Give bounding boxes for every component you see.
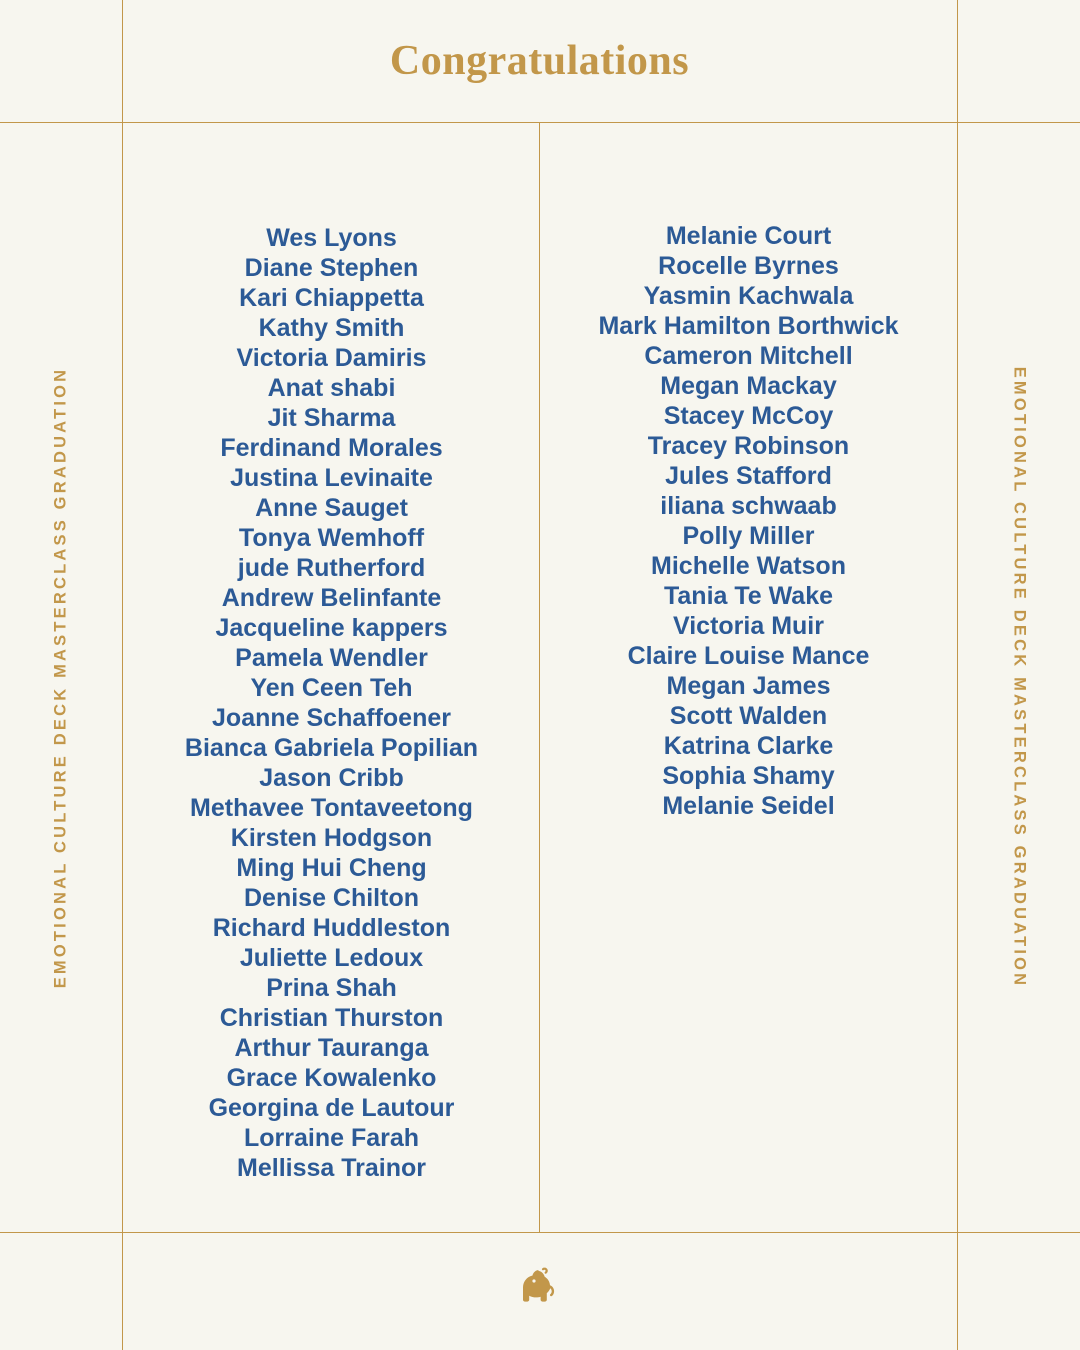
graduate-name: Anne Sauget xyxy=(255,494,408,522)
graduate-name: jude Rutherford xyxy=(237,554,426,582)
graduate-name: Mark Hamilton Borthwick xyxy=(598,312,899,340)
graduate-name: Melanie Court xyxy=(665,222,832,250)
graduate-name: Michelle Watson xyxy=(651,552,846,580)
side-label-right xyxy=(958,122,1080,1232)
graduate-name: Pamela Wendler xyxy=(235,644,428,672)
graduate-name: Yasmin Kachwala xyxy=(643,282,854,310)
graduate-name: Victoria Muir xyxy=(673,612,824,640)
graduate-name: Yen Ceen Teh xyxy=(250,674,413,702)
graduate-name: Justina Levinaite xyxy=(230,464,433,492)
graduate-name: Tracey Robinson xyxy=(647,432,850,460)
graduate-name: Grace Kowalenko xyxy=(226,1064,437,1092)
graduate-name: Prina Shah xyxy=(266,974,397,1002)
graduate-name: Kathy Smith xyxy=(258,314,405,342)
header xyxy=(122,0,957,122)
footer xyxy=(122,1233,957,1350)
graduate-name: Victoria Damiris xyxy=(236,344,427,372)
graduate-name: Ferdinand Morales xyxy=(220,434,443,462)
graduate-name: Melanie Seidel xyxy=(662,792,835,820)
page-title: Congratulations xyxy=(389,38,690,84)
graduate-name: Rocelle Byrnes xyxy=(658,252,839,280)
names-columns xyxy=(123,123,957,1232)
graduate-name: Methavee Tontaveetong xyxy=(190,794,473,822)
graduate-name: Jason Cribb xyxy=(259,764,404,792)
graduate-name: Diane Stephen xyxy=(244,254,419,282)
graduate-name: Stacey McCoy xyxy=(663,402,834,430)
graduate-name: Megan Mackay xyxy=(660,372,837,400)
graduate-name: Tonya Wemhoff xyxy=(238,524,425,552)
graduate-name: Andrew Belinfante xyxy=(221,584,442,612)
graduate-name: Lorraine Farah xyxy=(243,1124,420,1152)
names-column-right xyxy=(540,123,957,1232)
graduate-name: Katrina Clarke xyxy=(663,732,834,760)
graduate-name: Christian Thurston xyxy=(219,1004,444,1032)
graduate-name: Arthur Tauranga xyxy=(234,1034,429,1062)
elephant-icon xyxy=(508,1264,572,1320)
side-label-left-text: EMOTIONAL CULTURE DECK MASTERCLASS GRADUATION xyxy=(51,366,70,988)
graduate-name: Claire Louise Mance xyxy=(627,642,870,670)
graduate-name: Georgina de Lautour xyxy=(208,1094,455,1122)
graduate-name: Mellissa Trainor xyxy=(237,1154,426,1182)
graduate-name: Juliette Ledoux xyxy=(239,944,424,972)
graduate-name: Cameron Mitchell xyxy=(644,342,853,370)
graduate-name: Denise Chilton xyxy=(243,884,419,912)
graduate-name: Jacqueline kappers xyxy=(215,614,448,642)
graduate-name: Kari Chiappetta xyxy=(239,284,424,312)
side-label-right-text: EMOTIONAL CULTURE DECK MASTERCLASS GRADUATION xyxy=(1010,366,1029,988)
graduate-name: Polly Miller xyxy=(682,522,815,550)
graduate-name: Richard Huddleston xyxy=(212,914,451,942)
graduate-name: Jit Sharma xyxy=(267,404,396,432)
graduate-name: Tania Te Wake xyxy=(663,582,834,610)
graduate-name: Scott Walden xyxy=(669,702,828,730)
graduate-name: Megan James xyxy=(666,672,831,700)
graduate-name: Sophia Shamy xyxy=(662,762,835,790)
graduate-name: Kirsten Hodgson xyxy=(230,824,433,852)
graduate-name: Bianca Gabriela Popilian xyxy=(184,734,479,762)
side-label-left xyxy=(0,122,122,1232)
graduate-name: Ming Hui Cheng xyxy=(236,854,427,882)
names-column-left xyxy=(123,123,540,1232)
graduate-name: Joanne Schaffoener xyxy=(212,704,451,732)
graduate-name: Jules Stafford xyxy=(665,462,832,490)
graduate-name: Wes Lyons xyxy=(266,224,397,252)
graduate-name: iliana schwaab xyxy=(660,492,837,520)
graduate-name: Anat shabi xyxy=(267,374,396,402)
